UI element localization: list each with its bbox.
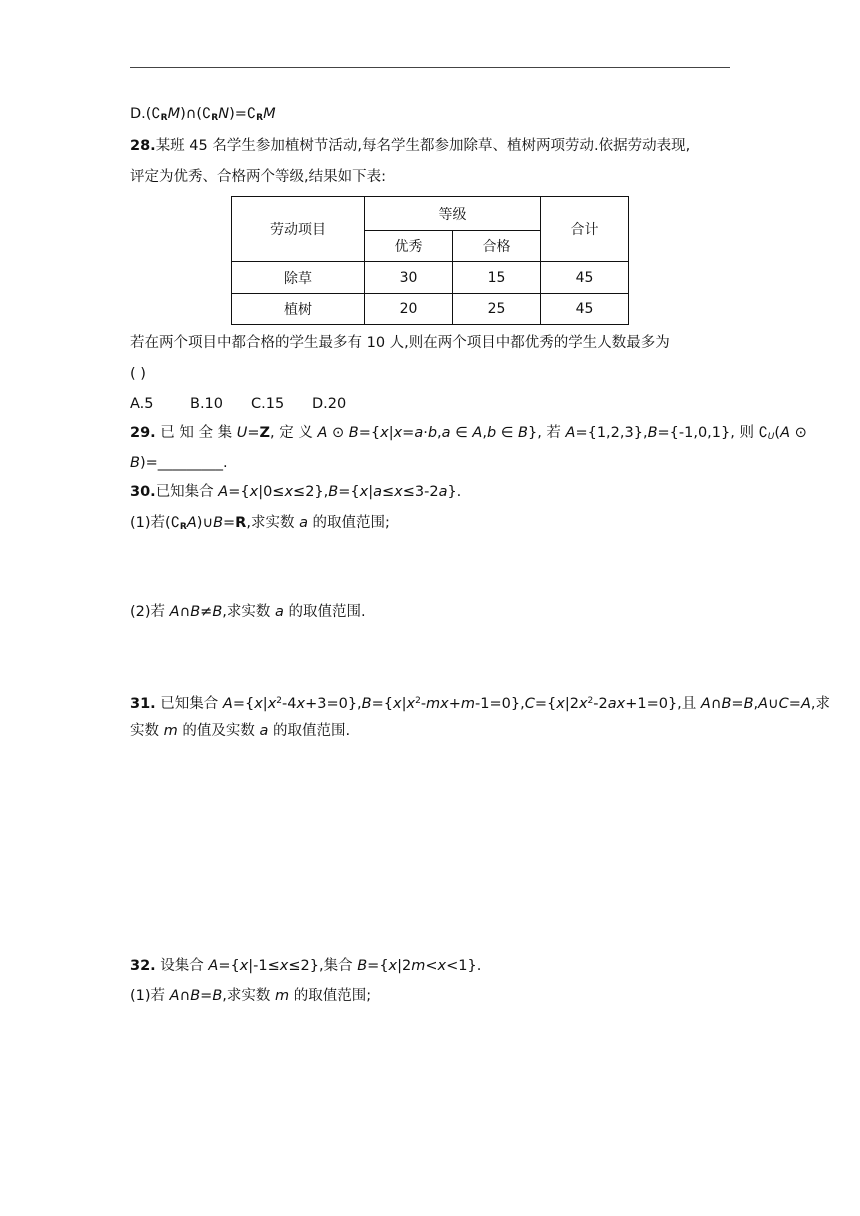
row-name: 除草 — [232, 262, 365, 294]
q31-number: 31. — [130, 696, 156, 712]
q28-line1 — [130, 136, 690, 156]
option-a: A.5 — [130, 396, 154, 412]
q28-number: 28. — [130, 138, 156, 154]
q28-text-line1: 某班 45 名学生参加植树节活动,每名学生都参加除草、植树两项劳动.依据劳动表现, — [155, 138, 691, 154]
q28-table — [231, 196, 629, 325]
q31-line2: 实数 m 的值及实数 a 的取值范围. — [130, 723, 351, 739]
row-excellent: 30 — [365, 262, 453, 294]
q32-line1: 32. 设集合 A={x|-1≤x≤2},集合 B={x|2m<x<1}. — [130, 958, 482, 974]
row-excellent: 20 — [365, 294, 453, 325]
row-name: 植树 — [232, 294, 365, 325]
q32-part1: (1)若 A∩B=B,求实数 m 的取值范围; — [130, 988, 372, 1004]
q30-line1: 30.已知集合 A={x|0≤x≤2},B={x|a≤x≤3-2a}. — [130, 484, 462, 500]
option-b: B.10 — [190, 396, 224, 412]
table-sub-excellent: 优秀 — [365, 231, 453, 262]
q29-line2: B)=_________. — [130, 455, 228, 471]
header-rule — [130, 67, 730, 68]
q30-number: 30. — [130, 484, 156, 500]
q29-number: 29. — [130, 425, 156, 441]
table-header-project: 劳动项目 — [232, 197, 365, 262]
option-d: D.20 — [312, 396, 347, 412]
table-header-total: 合计 — [541, 197, 629, 262]
row-pass: 15 — [453, 262, 541, 294]
table-header-grade: 等级 — [365, 197, 541, 231]
option-d-line: $D.(∁_RM)\cap(∁_RN)=∁_RM$ — [130, 106, 276, 123]
row-pass: 25 — [453, 294, 541, 325]
q31-line1: 31. 已知集合 $A=\{x|x^2-4x+3=0\},B=\{x|x^2-mx+m-1=0\},C=\{x|2x^2-2ax+1=0\}$,且 A∩B=B,A∪C=A,求 — [130, 696, 830, 712]
row-total: 45 — [541, 262, 629, 294]
q28-options — [130, 394, 346, 414]
option-c: C.15 — [251, 396, 285, 412]
row-total: 45 — [541, 294, 629, 325]
q28-question-line1: 若在两个项目中都合格的学生最多有 10 人,则在两个项目中都优秀的学生人数最多为 — [130, 335, 670, 351]
table-row — [232, 262, 629, 294]
q29-line1: 29. 已 知 全 集 U=Z, 定 义 A ⊙ B={x|x=a·b,a ∈ A,b ∈ B}, 若 A={1,2,3},B={-1,0,1}, 则 $∁_U(A$ ⊙ — [130, 425, 807, 442]
q28-text-line2: 评定为优秀、合格两个等级,结果如下表: — [130, 169, 386, 185]
table-row — [232, 294, 629, 325]
q28-answer-paren: ( ) — [130, 366, 146, 382]
q30-part2: (2)若 A∩B≠B,求实数 a 的取值范围. — [130, 604, 366, 620]
q32-number: 32. — [130, 958, 156, 974]
q30-part1: (1)若$(∁_RA)\cup B=R$,求实数 a 的取值范围; — [130, 515, 390, 532]
table-sub-pass: 合格 — [453, 231, 541, 262]
